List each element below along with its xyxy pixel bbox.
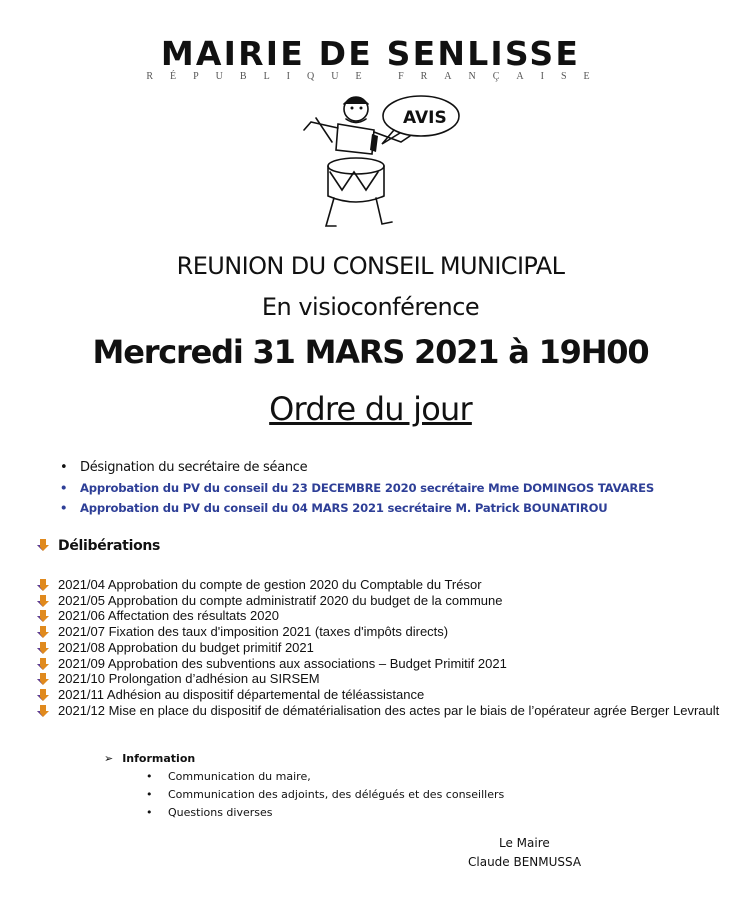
deliberation-item <box>36 593 726 609</box>
bullet-icon: • <box>60 501 68 515</box>
deliberation-text: 2021/05 Approbation du compte administratif 2020 du budget de la commune <box>58 592 503 608</box>
deliberation-text: 2021/07 Fixation des taux d'imposition 2021 (taxes d'impôts directs) <box>58 624 449 640</box>
deliberation-item <box>36 577 726 593</box>
information-heading-text: Information <box>122 752 196 765</box>
information-heading <box>104 752 195 765</box>
deliberation-item <box>36 624 726 640</box>
deliberation-item <box>36 656 726 672</box>
mairie-title: MAIRIE DE SENLISSE <box>160 34 581 73</box>
information-list <box>146 768 504 822</box>
deliberation-text: 2021/12 Mise en place du dispositif de dématérialisation des actes par le biais de l’opérateur agrée Berger Levrault <box>58 702 720 718</box>
arrow-down-icon <box>36 538 50 552</box>
agenda-item <box>58 498 654 518</box>
signature-role: Le Maire <box>499 836 550 850</box>
information-text: Questions diverses <box>168 806 273 819</box>
meeting-title: REUNION DU CONSEIL MUNICIPAL <box>176 252 565 280</box>
information-item <box>146 804 504 822</box>
bullet-icon: • <box>60 460 68 475</box>
arrow-down-icon <box>36 609 50 623</box>
deliberation-text: 2021/06 Affectation des résultats 2020 <box>58 608 279 624</box>
bullet-icon: • <box>146 806 153 819</box>
information-item <box>146 768 504 786</box>
information-text: Communication des adjoints, des délégués et des conseillers <box>168 788 505 801</box>
deliberations-heading <box>36 538 160 554</box>
agenda-item-text: Désignation du secrétaire de séance <box>80 460 308 475</box>
agenda-item <box>58 458 654 478</box>
agenda-item-text: Approbation du PV du conseil du 23 DECEMBRE 2020 secrétaire Mme DOMINGOS TAVARES <box>80 481 654 495</box>
information-item <box>146 786 504 804</box>
avis-bubble-text: AVIS <box>403 108 447 128</box>
deliberations-list <box>36 577 726 718</box>
deliberation-text: 2021/08 Approbation du budget primitif 2021 <box>58 639 314 655</box>
arrow-down-icon <box>36 625 50 639</box>
meeting-date: Mercredi 31 MARS 2021 à 19H00 <box>92 333 649 371</box>
deliberation-text: 2021/09 Approbation des subventions aux associations – Budget Primitif 2021 <box>58 655 507 671</box>
deliberation-text: 2021/11 Adhésion au dispositif départemental de téléassistance <box>58 686 425 702</box>
town-crier-illustration <box>286 84 466 234</box>
agenda-item <box>58 478 654 498</box>
agenda-list <box>58 458 654 518</box>
deliberation-item <box>36 703 726 719</box>
bullet-icon: • <box>60 481 68 495</box>
deliberation-item <box>36 671 726 687</box>
information-text: Communication du maire, <box>168 770 311 783</box>
signature-name: Claude BENMUSSA <box>468 855 582 869</box>
deliberation-item <box>36 640 726 656</box>
agenda-heading: Ordre du jour <box>269 390 472 428</box>
arrow-down-icon <box>36 672 50 686</box>
agenda-item-text: Approbation du PV du conseil du 04 MARS 2021 secrétaire M. Patrick BOUNATIROU <box>80 501 608 515</box>
arrow-down-icon <box>36 641 50 655</box>
deliberation-item <box>36 608 726 624</box>
arrow-down-icon <box>36 578 50 592</box>
bullet-icon: • <box>146 770 153 783</box>
deliberation-text: 2021/04 Approbation du compte de gestion 2020 du Comptable du Trésor <box>58 577 482 592</box>
deliberation-text: 2021/10 Prolongation d’adhésion au SIRSEM <box>58 671 320 687</box>
bullet-icon: • <box>146 788 153 801</box>
arrow-down-icon <box>36 704 50 718</box>
arrow-down-icon <box>36 594 50 608</box>
deliberations-heading-text: Délibérations <box>58 538 161 554</box>
deliberation-item <box>36 687 726 703</box>
arrow-down-icon <box>36 657 50 671</box>
arrow-down-icon <box>36 688 50 702</box>
arrowhead-icon: ➢ <box>104 752 114 765</box>
meeting-mode: En visioconférence <box>261 293 480 321</box>
republique-subtitle: RÉPUBLIQUE FRANÇAISE <box>146 71 607 82</box>
